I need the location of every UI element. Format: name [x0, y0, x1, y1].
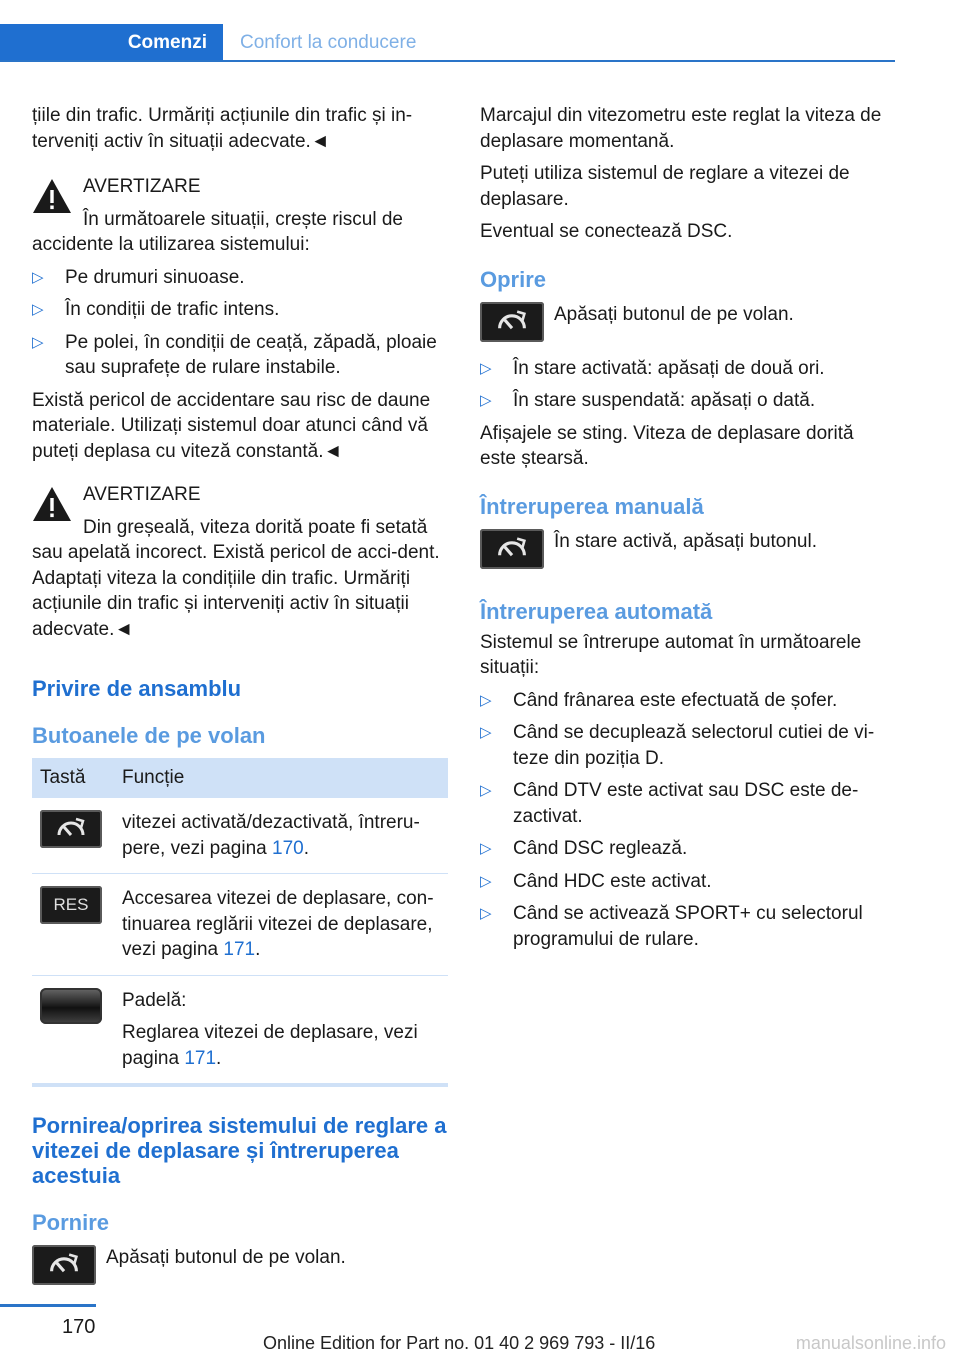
table-header-function: Funcție — [114, 758, 448, 798]
page-link[interactable]: 171 — [184, 1047, 217, 1069]
warning-end-text: Există pericol de accidentare sau risc de daune materiale. Utilizați sistemul doar atunci când vă puteți deplasa cu viteză constantă.◄ — [32, 389, 431, 462]
page-number: 170 — [62, 1316, 96, 1338]
right-column — [480, 103, 892, 959]
table-header-key: Tastă — [32, 758, 114, 798]
list-item: ▷ În condiții de trafic intens. — [32, 297, 448, 323]
heading-start-stop: Pornirea/oprirea sistemului de reglare a vitezei de deplasare și întreruperea acestuia — [32, 1113, 447, 1188]
res-button-icon: RES — [40, 886, 102, 924]
tab-comenzi[interactable]: Comenzi — [0, 24, 223, 62]
warning-text-cont: accidente la utilizarea sistemului: — [32, 234, 310, 255]
cruise-control-button-icon — [32, 1245, 96, 1285]
warning-list — [32, 265, 448, 381]
paragraph: Eventual se conectează DSC. — [480, 221, 733, 242]
heading-oprire: Oprire — [480, 266, 547, 292]
warning-text: În următoarele situații, crește riscul de — [83, 208, 403, 230]
header-tabs — [0, 24, 895, 62]
list-item: ▷ Când se decuplează selectorul cutiei de vi-teze din poziția D. — [480, 720, 892, 771]
list-item: ▷ Când frânarea este efectuată de șofer. — [480, 688, 892, 714]
header-rule — [0, 60, 895, 62]
manual-row: În stare activă, apăsați butonul. — [480, 529, 892, 569]
paragraph: Sistemul se întrerupe automat în următoarele situații: — [480, 631, 862, 678]
list-item: ▷ Pe polei, în condiții de ceață, zăpadă, ploaie sau suprafețe de rulare instabile. — [32, 330, 448, 381]
warning-text: Din greșeală, viteza dorită poate fi setată — [83, 516, 428, 538]
left-column — [32, 103, 448, 1295]
list-item: ▷ Când DTV este activat sau DSC este de-zactivat. — [480, 778, 892, 829]
warning-block-1 — [32, 174, 448, 258]
paragraph: Afișajele se sting. Viteza de deplasare dorită este ștearsă. — [480, 422, 854, 469]
footer-rule — [0, 1304, 96, 1307]
warning-title: AVERTIZARE — [83, 484, 201, 505]
list-item: ▷ În stare suspendată: apăsați o dată. — [480, 388, 892, 414]
list-item: ▷ Când HDC este activat. — [480, 869, 892, 895]
watermark: manualsonline.info — [795, 1333, 946, 1353]
cruise-control-button-icon — [480, 302, 544, 342]
page-link[interactable]: 171 — [223, 939, 256, 960]
heading-steering-buttons: Butoanele de pe volan — [32, 723, 266, 748]
tab-confort-la-conducere[interactable]: Confort la conducere — [240, 32, 417, 53]
table-row: vitezei activată/dezactivată, întreru-pere, vezi pagina 170. — [32, 798, 448, 874]
edition-text: Online Edition for Part no. 01 40 2 969 793 - II/16 — [263, 1333, 656, 1353]
heading-auto-interrupt: Întreruperea automată — [480, 598, 713, 624]
list-item: ▷ Pe drumuri sinuoase. — [32, 265, 448, 291]
paddle-icon — [40, 988, 102, 1024]
list-item: ▷ Când DSC reglează. — [480, 836, 892, 862]
heading-pornire: Pornire — [32, 1210, 110, 1235]
heading-manual-interrupt: Întreruperea manuală — [480, 493, 704, 519]
warning-block-2 — [32, 482, 448, 642]
buttons-table — [32, 758, 448, 1087]
paragraph: Puteți utiliza sistemul de reglare a vitezei de deplasare. — [480, 163, 850, 210]
intro-text: țiile din trafic. Urmăriți acțiunile din trafic și in- terveniți activ în situații adecvate.◄ — [32, 105, 413, 152]
cruise-control-button-icon — [40, 810, 102, 848]
list-item: ▷ În stare activată: apăsați de două ori. — [480, 356, 892, 382]
cruise-control-button-icon — [480, 529, 544, 569]
oprire-row: Apăsați butonul de pe volan. — [480, 302, 892, 342]
warning-triangle-icon — [32, 486, 72, 522]
table-row: Padelă: Reglarea vitezei de deplasare, vezi pagina 171. — [32, 975, 448, 1085]
table-row: RES Accesarea vitezei de deplasare, con-tinuarea reglării vitezei de deplasare, vezi pagina 171. — [32, 874, 448, 976]
list-item: ▷ Când se activează SPORT+ cu selectorul programului de rulare. — [480, 901, 892, 952]
pornire-row: Apăsați butonul de pe volan. — [32, 1245, 448, 1285]
warning-title: AVERTIZARE — [83, 176, 201, 197]
heading-overview: Privire de ansamblu — [32, 676, 242, 701]
paragraph: Marcajul din vitezometru este reglat la viteza de deplasare momentană. — [480, 105, 882, 152]
warning-text-cont: sau apelată incorect. Există pericol de acci-dent. Adaptați viteza la condițiile din trafic. Urmăriți acțiunile din trafic și interveniți activ în situații adecvate.◄ — [32, 542, 440, 640]
table-header-row — [32, 758, 448, 798]
oprire-list — [480, 356, 892, 414]
page-link[interactable]: 170 — [272, 837, 304, 859]
auto-list — [480, 688, 892, 953]
warning-triangle-icon — [32, 178, 72, 214]
